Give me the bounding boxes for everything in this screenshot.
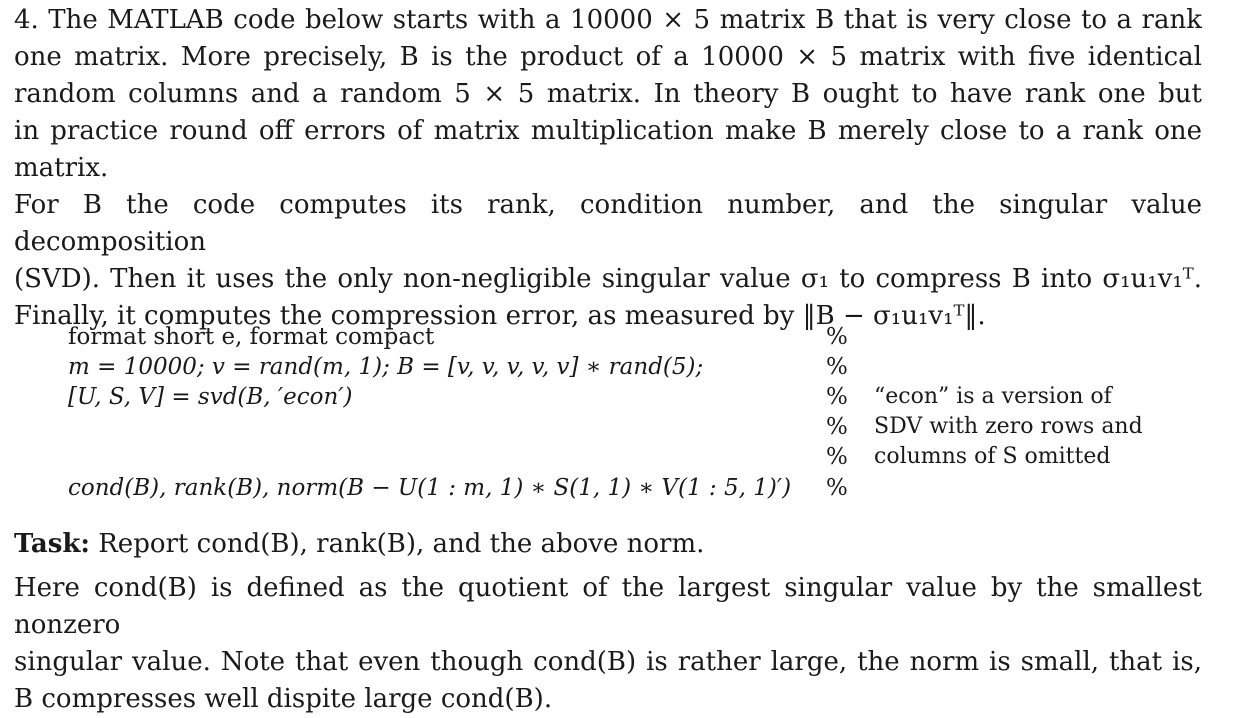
task-label: Task: [14,529,90,559]
comment-marker-4: % [826,414,848,440]
task-text: Report cond(B), rank(B), and the above norm. [89,529,705,559]
intro-line-7: (SVD). Then it uses the only non-negligible singular value σ₁ to compress B into σ₁u₁v₁ᵀ. [14,264,1202,294]
problem-intro [14,2,1202,335]
comment-marker-2: % [826,354,848,380]
intro-line-1: 4. The MATLAB code below starts with a 10000 × 5 matrix B that is very close to a rank [14,5,1202,35]
comment-text-2: SDV with zero rows and [874,414,1143,439]
note-line-3: B compresses well dispite large cond(B). [14,684,553,714]
note-line-2: singular value. Note that even though cond(B) is rather large, the norm is small, that is, [14,647,1202,677]
code-line-1: format short e, format compact [68,324,435,350]
comment-marker-5: % [826,444,848,470]
intro-line-4: in practice round off errors of matrix multiplication make B merely close to a rank one [14,116,1202,146]
intro-line-2: one matrix. More precisely, B is the product of a 10000 × 5 matrix with five identical [14,42,1202,72]
intro-line-8: Finally, it computes the compression error, as measured by ‖B − σ₁u₁v₁ᵀ‖. [14,301,986,331]
task-statement [14,526,1202,563]
comment-text-3: columns of S omitted [874,444,1111,469]
intro-line-5: matrix. [14,153,109,183]
note-line-1: Here cond(B) is defined as the quotient of the largest singular value by the smallest nonzero [14,573,1202,640]
code-line-4: cond(B), rank(B), norm(B − U(1 : m, 1) ∗ S(1, 1) ∗ V(1 : 5, 1)′) [68,475,792,501]
intro-line-6: For B the code computes its rank, condition number, and the singular value decomposition [14,190,1202,257]
note-paragraph [14,570,1202,718]
comment-marker-3: % [826,384,848,410]
comment-marker-6: % [826,475,848,501]
code-line-3: [U, S, V] = svd(B, ′econ′) [68,384,353,410]
intro-line-3: random columns and a random 5 × 5 matrix. In theory B ought to have rank one but [14,79,1202,109]
code-line-2: m = 10000; v = rand(m, 1); B = [v, v, v, v, v] ∗ rand(5); [68,354,704,380]
comment-marker-1: % [826,324,848,350]
comment-text-1: “econ” is a version of [874,384,1112,409]
